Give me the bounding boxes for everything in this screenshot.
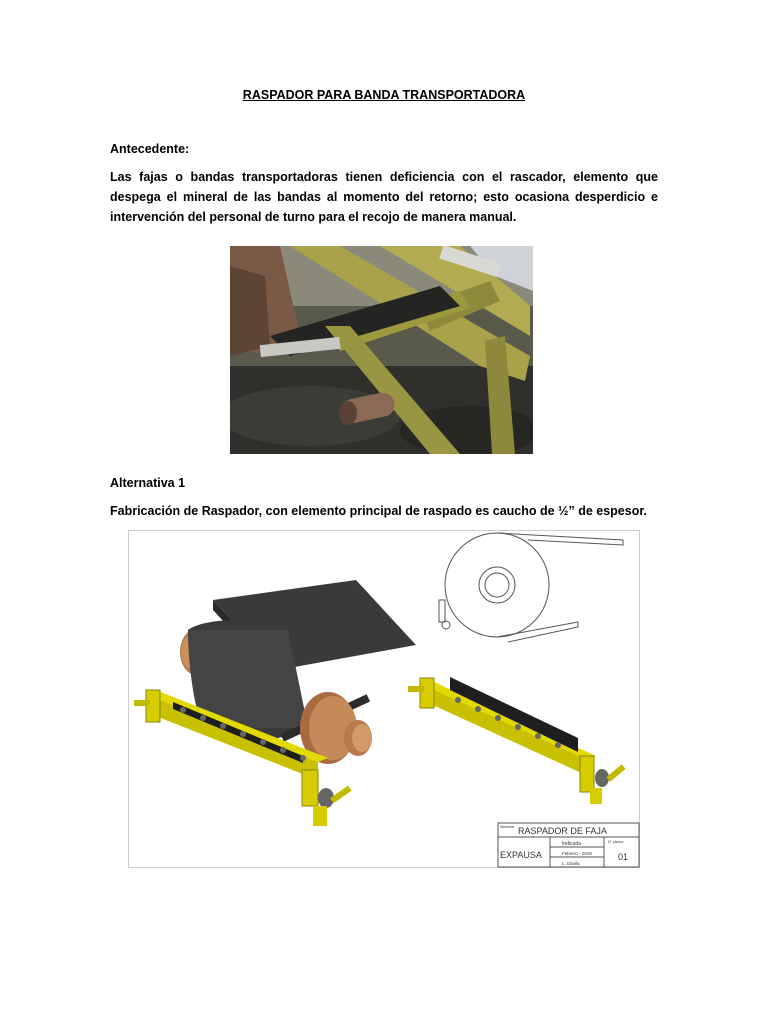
tb-name-label: Nombre — [500, 824, 515, 829]
tb-company: EXPAUSA — [500, 850, 542, 860]
conveyor-photo-illustration — [230, 246, 533, 454]
tb-author: L. Dávila — [562, 861, 580, 866]
tb-date: Febrero - 2019 — [562, 851, 592, 856]
antecedente-paragraph: Las fajas o bandas transportadoras tienen deficiencia con el rascador, elemento que despega el mineral de las bandas al momento del retorno; esto ocasiona desperdicio e intervención del personal de turno para el recojo de manera manual. — [110, 170, 658, 224]
antecedente-heading: Antecedente: — [110, 142, 190, 156]
tb-scale: Indicada — [562, 841, 581, 847]
alternativa-paragraph: Fabricación de Raspador, con elemento principal de raspado es caucho de ½” de espesor. — [110, 504, 647, 518]
tb-part-name: RASPADOR DE FAJA — [518, 826, 607, 836]
alternativa-heading: Alternativa 1 — [110, 476, 186, 490]
conveyor-photo — [230, 246, 533, 454]
tb-sheet-number: 01 — [618, 852, 629, 862]
technical-drawing — [128, 530, 640, 868]
title-block — [498, 823, 639, 867]
document-title: RASPADOR PARA BANDA TRANSPORTADORA — [242, 88, 526, 102]
scraper-cad-drawing — [128, 530, 640, 868]
tb-sheet-label: N° planos — [608, 840, 624, 844]
